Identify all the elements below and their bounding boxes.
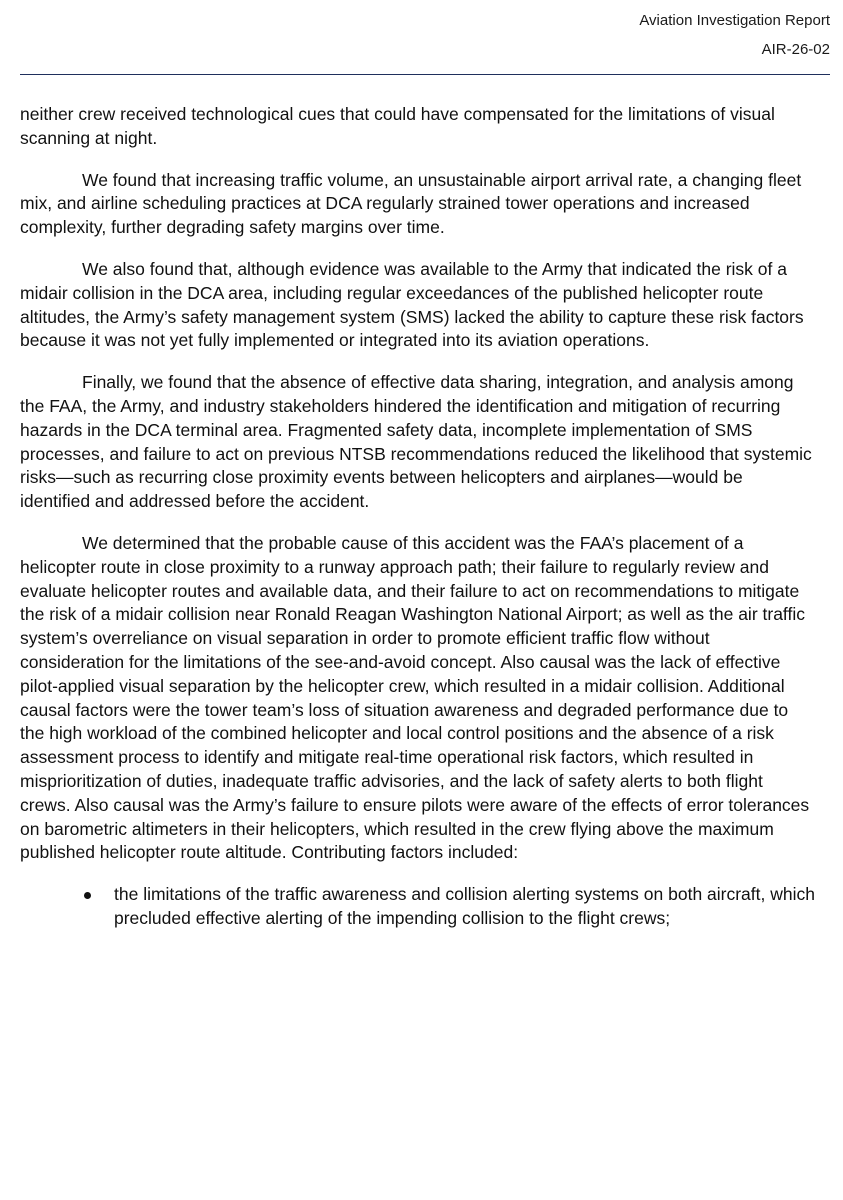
bullet-icon [84, 892, 91, 899]
list-item [20, 883, 815, 931]
report-body [20, 103, 815, 931]
list-item-text: the limitations of the traffic awareness and collision alerting systems on both aircraft, which precluded effective alerting of the impending collision to the flight crews; [114, 884, 815, 928]
paragraph-army-sms: We also found that, although evidence was available to the Army that indicated the risk of a midair collision in the DCA area, including regular exceedances of the published helicopter route altitudes, the Army’s safety management system (SMS) lacked the ability to capture these risk factors because it was not yet fully implemented or integrated into its aviation operations. [20, 258, 804, 351]
page-header [20, 0, 830, 75]
paragraph-data-sharing: Finally, we found that the absence of effective data sharing, integration, and analysis among the FAA, the Army, and industry stakeholders hindered the identification and mitigation of recurring hazards in the DCA terminal area. Fragmented safety data, incomplete implementation of SMS processes, and failure to act on previous NTSB recommendations reduced the likelihood that systemic risks—such as recurring close proximity events between helicopters and airplanes—would be identified and addressed before the accident. [20, 372, 812, 512]
report-title: Aviation Investigation Report [639, 12, 830, 29]
paragraph-continuation: neither crew received technological cues that could have compensated for the limitations of visual scanning at night. [20, 104, 775, 148]
paragraph-traffic-volume: We found that increasing traffic volume, an unsustainable airport arrival rate, a changing fleet mix, and airline scheduling practices at DCA regularly strained tower operations and increased complexity, further degrading safety margins over time. [20, 169, 802, 238]
contributing-factors-list [20, 883, 815, 931]
report-id: AIR-26-02 [761, 41, 830, 58]
paragraph-probable-cause: We determined that the probable cause of this accident was the FAA’s placement of a helicopter route in close proximity to a runway approach path; their failure to regularly review and evaluate helicopter routes and available data, and their failure to act on recommendations to mitigate the risk of a midair collision near Ronald Reagan Washington National Airport; as well as the air traffic system’s overreliance on visual separation in order to promote efficient traffic flow without consideration for the limitations of the see-and-avoid concept. Also causal was the lack of effective pilot-applied visual separation by the helicopter crew, which resulted in a midair collision. Additional causal factors were the tower team’s loss of situation awareness and degraded performance due to the high workload of the combined helicopter and local control positions and the absence of a risk assessment process to identify and mitigate real-time operational risk factors, which resulted in misprioritization of duties, inadequate traffic advisories, and the lack of safety alerts to both flight crews. Also causal was the Army’s failure to ensure pilots were aware of the effects of error tolerances on barometric altimeters in their helicopters, which resulted in the crew flying above the maximum published helicopter route altitude. Contributing factors included: [20, 532, 810, 863]
